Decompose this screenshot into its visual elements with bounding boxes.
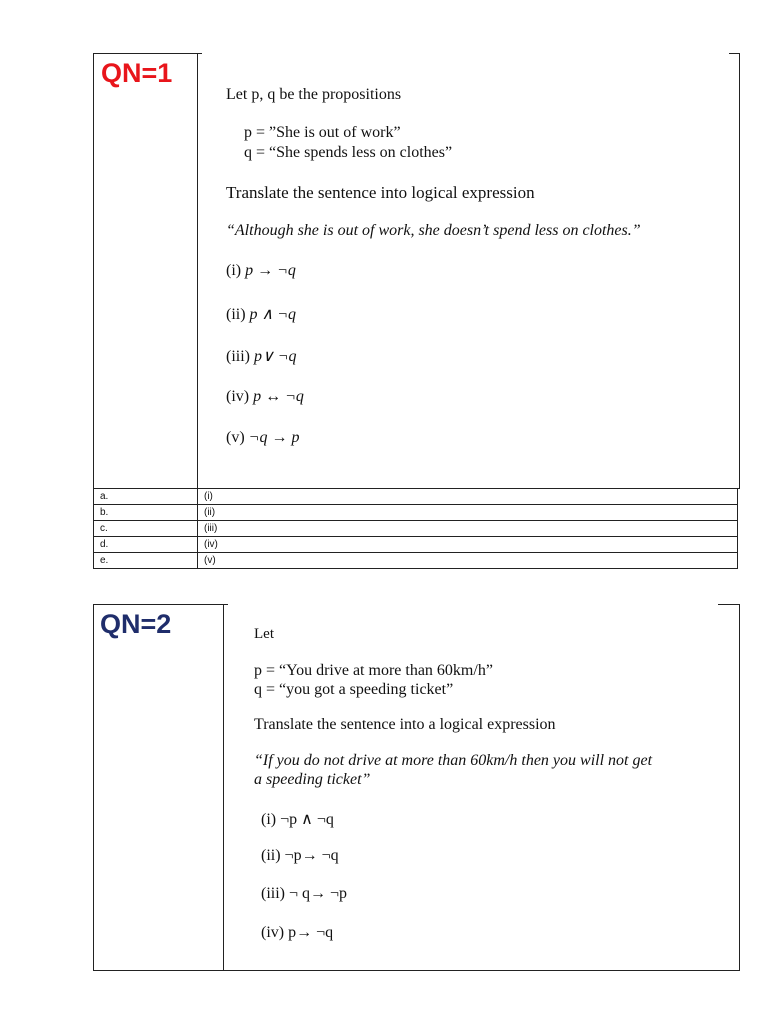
answer-value: (v) [198,553,738,569]
intro-text: Let p, q be the propositions [226,86,402,103]
choice-expression: ¬q → p [248,429,300,446]
column-divider [223,604,224,970]
choice-5 [226,429,299,447]
answer-row[interactable] [94,505,738,521]
choice-4 [226,388,304,406]
choice-4 [261,924,333,942]
answer-letter: c. [94,521,198,537]
answer-value: (iv) [198,537,738,553]
sentence-text-line-1: “If you do not drive at more than 60km/h then you will not get [254,752,653,769]
sentence-text: “Although she is out of work, she doesn’t spend less on clothes.” [226,222,641,239]
choice-number: (iv) [261,924,285,941]
sentence-text-line-2: a speeding ticket” [254,771,371,788]
choice-expression: ¬ q→ ¬p [289,885,348,902]
top-border-right [718,604,739,605]
choice-number: (iii) [261,885,285,902]
choice-number: (iv) [226,388,250,405]
question-2-label: QN=2 [100,609,172,639]
choice-3 [226,346,297,366]
answer-value: (ii) [198,505,738,521]
definition-p: p = “You drive at more than 60km/h” [254,662,493,679]
answer-letter: d. [94,537,198,553]
choice-expression: p → ¬q [245,262,296,279]
answer-value: (i) [198,489,738,505]
choice-2 [226,304,296,324]
answer-letter: b. [94,505,198,521]
answer-row[interactable] [94,553,738,569]
choice-2 [261,847,339,865]
top-border-right [729,53,739,54]
choice-number: (ii) [261,847,281,864]
choice-expression: p ∧ ¬q [249,306,297,323]
question-2-box [93,604,740,971]
choice-number: (ii) [226,306,246,323]
definition-q: q = “She spends less on clothes” [244,144,453,161]
choice-3 [261,885,347,903]
answer-row[interactable] [94,521,738,537]
choice-1 [261,809,334,829]
definition-q: q = “you got a speeding ticket” [254,681,454,698]
answer-row[interactable] [94,537,738,553]
definition-p: p = ”She is out of work” [244,124,401,141]
choice-1 [226,262,296,280]
answer-options-table [93,488,738,569]
choice-expression: ¬p ∧ ¬q [280,811,334,828]
choice-expression: p∨ ¬q [254,348,297,365]
choice-expression: ¬p→ ¬q [284,847,339,864]
question-1-label: QN=1 [101,58,173,88]
answer-row[interactable] [94,489,738,505]
choice-expression: p ↔ ¬q [253,388,304,405]
instruction-text: Translate the sentence into logical expression [226,183,535,202]
choice-number: (i) [226,262,242,279]
answer-value: (iii) [198,521,738,537]
instruction-text: Translate the sentence into a logical expression [254,716,556,733]
choice-expression: p→ ¬q [288,924,334,941]
top-border [94,53,202,54]
answer-letter: a. [94,489,198,505]
answer-letter: e. [94,553,198,569]
top-border [94,604,228,605]
choice-number: (i) [261,811,277,828]
question-1-box [93,53,740,489]
intro-text: Let [254,626,274,642]
choice-number: (iii) [226,348,250,365]
column-divider [197,53,198,488]
choice-number: (v) [226,429,245,446]
